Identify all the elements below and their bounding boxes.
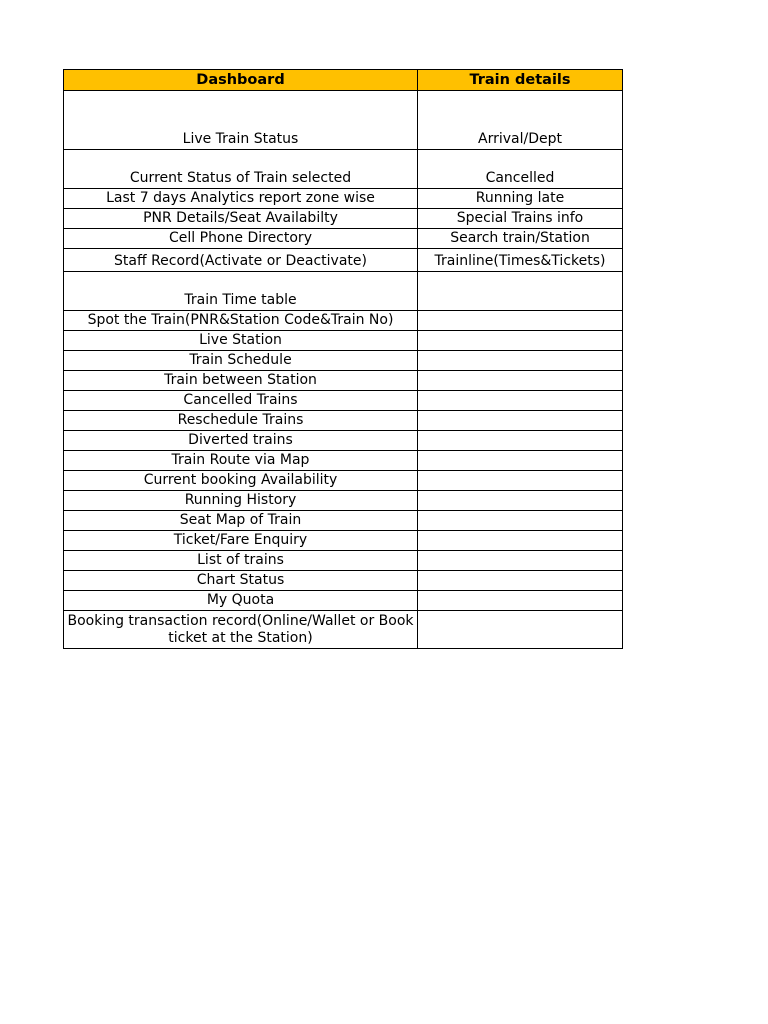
table-row xyxy=(64,272,623,311)
cell-train-details[interactable]: Special Trains info xyxy=(418,209,623,229)
table-row xyxy=(64,531,623,551)
table-row xyxy=(64,391,623,411)
table-row xyxy=(64,551,623,571)
table-row xyxy=(64,91,623,150)
cell-train-details[interactable] xyxy=(418,391,623,411)
cell-dashboard[interactable]: Current Status of Train selected xyxy=(64,150,418,189)
table-row xyxy=(64,411,623,431)
cell-train-details[interactable] xyxy=(418,351,623,371)
cell-train-details[interactable] xyxy=(418,272,623,311)
table-row xyxy=(64,189,623,209)
table-row xyxy=(64,431,623,451)
cell-dashboard[interactable]: Cancelled Trains xyxy=(64,391,418,411)
table-row xyxy=(64,150,623,189)
cell-train-details[interactable] xyxy=(418,371,623,391)
table-row xyxy=(64,209,623,229)
cell-train-details[interactable] xyxy=(418,331,623,351)
cell-train-details[interactable] xyxy=(418,411,623,431)
cell-train-details[interactable]: Cancelled xyxy=(418,150,623,189)
cell-dashboard[interactable]: Reschedule Trains xyxy=(64,411,418,431)
cell-train-details[interactable] xyxy=(418,531,623,551)
header-dashboard[interactable]: Dashboard xyxy=(64,70,418,91)
cell-dashboard[interactable]: Spot the Train(PNR&Station Code&Train No) xyxy=(64,311,418,331)
cell-train-details[interactable]: Search train/Station xyxy=(418,229,623,249)
cell-train-details[interactable]: Running late xyxy=(418,189,623,209)
table-row xyxy=(64,229,623,249)
cell-dashboard[interactable]: Train Route via Map xyxy=(64,451,418,471)
header-train-details[interactable]: Train details xyxy=(418,70,623,91)
cell-dashboard[interactable]: Last 7 days Analytics report zone wise xyxy=(64,189,418,209)
cell-dashboard[interactable]: Live Station xyxy=(64,331,418,351)
table-row xyxy=(64,591,623,611)
table-row xyxy=(64,331,623,351)
cell-dashboard[interactable]: Seat Map of Train xyxy=(64,511,418,531)
cell-train-details[interactable] xyxy=(418,571,623,591)
cell-dashboard[interactable]: Train between Station xyxy=(64,371,418,391)
cell-dashboard[interactable]: List of trains xyxy=(64,551,418,571)
table-row xyxy=(64,451,623,471)
cell-dashboard[interactable]: Train Time table xyxy=(64,272,418,311)
cell-train-details[interactable] xyxy=(418,451,623,471)
table-row xyxy=(64,571,623,591)
cell-train-details[interactable] xyxy=(418,511,623,531)
cell-dashboard[interactable]: Booking transaction record(Online/Wallet or Book ticket at the Station) xyxy=(64,611,418,649)
cell-dashboard[interactable]: Chart Status xyxy=(64,571,418,591)
cell-dashboard[interactable]: My Quota xyxy=(64,591,418,611)
cell-dashboard[interactable]: Train Schedule xyxy=(64,351,418,371)
cell-dashboard[interactable]: Ticket/Fare Enquiry xyxy=(64,531,418,551)
cell-dashboard[interactable]: Running History xyxy=(64,491,418,511)
table-row xyxy=(64,249,623,272)
cell-train-details[interactable] xyxy=(418,591,623,611)
cell-train-details[interactable] xyxy=(418,551,623,571)
table-row xyxy=(64,511,623,531)
cell-train-details[interactable] xyxy=(418,611,623,649)
table-row xyxy=(64,491,623,511)
table-row xyxy=(64,471,623,491)
cell-dashboard[interactable]: Staff Record(Activate or Deactivate) xyxy=(64,249,418,272)
cell-train-details[interactable] xyxy=(418,471,623,491)
cell-dashboard[interactable]: PNR Details/Seat Availabilty xyxy=(64,209,418,229)
cell-train-details[interactable] xyxy=(418,311,623,331)
cell-train-details[interactable] xyxy=(418,431,623,451)
header-row xyxy=(64,70,623,91)
dashboard-train-details-table xyxy=(63,69,623,649)
table-row xyxy=(64,311,623,331)
cell-train-details[interactable]: Arrival/Dept xyxy=(418,91,623,150)
table-row xyxy=(64,371,623,391)
cell-dashboard[interactable]: Live Train Status xyxy=(64,91,418,150)
cell-dashboard[interactable]: Cell Phone Directory xyxy=(64,229,418,249)
table-row xyxy=(64,611,623,649)
cell-train-details[interactable] xyxy=(418,491,623,511)
cell-train-details[interactable]: Trainline(Times&Tickets) xyxy=(418,249,623,272)
cell-dashboard[interactable]: Diverted trains xyxy=(64,431,418,451)
cell-dashboard[interactable]: Current booking Availability xyxy=(64,471,418,491)
table-row xyxy=(64,351,623,371)
